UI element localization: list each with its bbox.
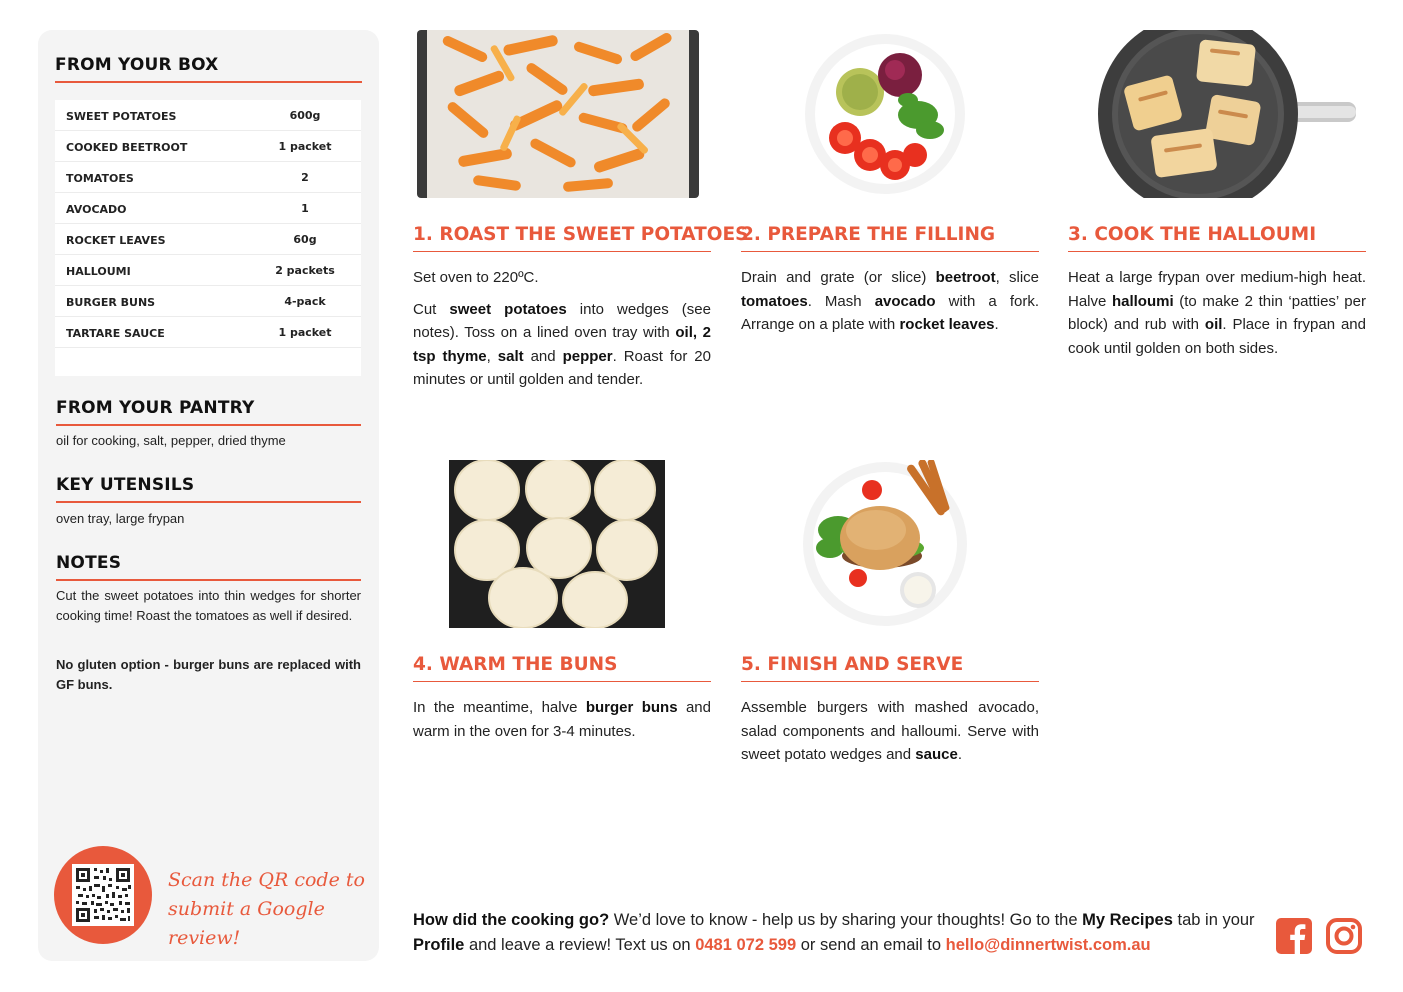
step-1-paragraph-2: Cut sweet potatoes into wedges (see notes). Toss on a lined oven tray with oil, 2 tsp thyme, salt and pepper. Roast for 20 minutes or until golden and tender. — [413, 300, 711, 388]
ingredient-name: COOKED BEETROOT — [66, 141, 188, 154]
step-3-paragraph-1: Heat a large frypan over medium-high heat. Halve halloumi (to make 2 thin ‘patties’ per block) and rub with oil. Place in frypan and cook until golden on both sides. — [1068, 269, 1366, 357]
burger-plate-image — [800, 460, 970, 628]
ingredient-name: TARTARE SAUCE — [66, 327, 165, 340]
step-3-body — [1068, 266, 1366, 360]
step-4-paragraph-1: In the meantime, halve burger buns and warm in the oven for 3-4 minutes. — [413, 699, 711, 740]
qr-caption-line2: submit a Google review! — [168, 898, 325, 949]
ingredient-name: AVOCADO — [66, 203, 127, 216]
step-4-body — [413, 696, 711, 743]
ingredient-qty: 2 — [301, 171, 309, 184]
table-row — [55, 131, 361, 162]
ingredient-qty: 2 packets — [275, 264, 335, 277]
review-footer: How did the cooking go? We’d love to know - help us by sharing your thoughts! Go to the My Recipes tab in your Profile and leave a review! Text us on 0481 072 599 or send an email to hello@dinnertwist.com.au — [413, 911, 1255, 954]
table-row — [55, 317, 361, 348]
step-1-title: 1. ROAST THE SWEET POTATOES — [413, 224, 711, 252]
ingredient-name: HALLOUMI — [66, 265, 131, 278]
ingredient-qty: 4-pack — [284, 295, 326, 308]
ingredient-name: SWEET POTATOES — [66, 110, 177, 123]
ingredient-qty: 1 packet — [278, 140, 332, 153]
table-row — [55, 286, 361, 317]
ingredient-qty: 1 packet — [278, 326, 332, 339]
notes-text: Cut the sweet potatoes into thin wedges for shorter cooking time! Roast the tomatoes as well if desired. — [56, 588, 361, 623]
buns-tray-image — [447, 460, 669, 628]
from-your-box-heading: FROM YOUR BOX — [55, 55, 362, 83]
ingredient-qty: 1 — [301, 202, 309, 215]
facebook-icon[interactable] — [1276, 918, 1312, 954]
step-2-title: 2. PREPARE THE FILLING — [741, 224, 1039, 252]
qr-badge[interactable] — [54, 846, 152, 944]
ingredient-name: BURGER BUNS — [66, 296, 156, 309]
step-4-title: 4. WARM THE BUNS — [413, 654, 711, 682]
utensils-text: oven tray, large frypan — [56, 511, 185, 526]
ingredient-qty: 60g — [293, 233, 317, 246]
table-row — [55, 255, 361, 286]
step-5-title: 5. FINISH AND SERVE — [741, 654, 1039, 682]
step-1-body — [413, 266, 711, 392]
notes-heading: NOTES — [56, 553, 361, 581]
table-row — [55, 100, 361, 131]
filling-plate-image — [800, 30, 970, 198]
sidebar — [38, 30, 379, 961]
my-recipes-link[interactable]: My Recipes — [1082, 911, 1173, 929]
from-your-pantry-heading: FROM YOUR PANTRY — [56, 398, 361, 426]
sweet-potato-tray-image — [413, 30, 703, 198]
email-link[interactable]: hello@dinnertwist.com.au — [945, 936, 1151, 954]
profile-link[interactable]: Profile — [413, 936, 465, 954]
step-5-paragraph-1: Assemble burgers with mashed avocado, salad components and halloumi. Serve with sweet potato wedges and sauce. — [741, 699, 1039, 763]
table-row — [55, 162, 361, 193]
step-2-body — [741, 266, 1039, 337]
table-row — [55, 224, 361, 255]
ingredient-name: ROCKET LEAVES — [66, 234, 166, 247]
ingredient-qty: 600g — [289, 109, 321, 122]
qr-code-icon — [72, 864, 134, 926]
instagram-icon[interactable] — [1326, 918, 1362, 954]
pantry-text: oil for cooking, salt, pepper, dried thyme — [56, 433, 286, 448]
qr-caption — [168, 866, 368, 953]
step-1-paragraph-1: Set oven to 220ºC. — [413, 269, 539, 286]
qr-caption-line1: Scan the QR code to — [168, 869, 365, 891]
step-2-paragraph-1: Drain and grate (or slice) beetroot, slice tomatoes. Mash avocado with a fork. Arrange on a plate with rocket leaves. — [741, 269, 1040, 333]
footer-question: How did the cooking go? — [413, 911, 610, 929]
ingredient-name: TOMATOES — [66, 172, 134, 185]
notes-gluten-free: No gluten option - burger buns are replaced with GF buns. — [56, 657, 361, 692]
step-3-title: 3. COOK THE HALLOUMI — [1068, 224, 1366, 252]
step-5-body — [741, 696, 1039, 767]
key-utensils-heading: KEY UTENSILS — [56, 475, 361, 503]
table-row — [55, 193, 361, 224]
ingredients-table — [55, 100, 361, 376]
halloumi-frypan-image — [1098, 30, 1358, 198]
phone-link[interactable]: 0481 072 599 — [695, 936, 797, 954]
